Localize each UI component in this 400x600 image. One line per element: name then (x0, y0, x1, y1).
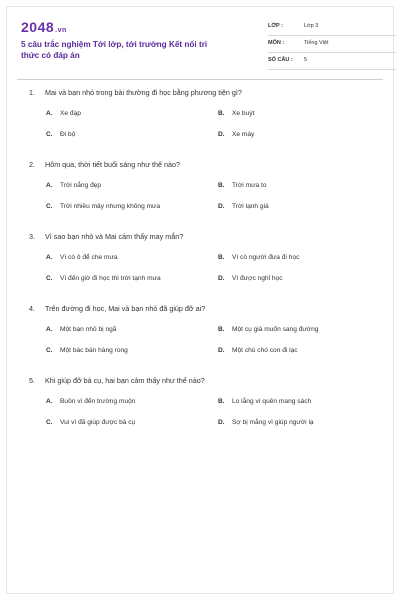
question-5 (21, 376, 383, 448)
option-letter: B. (218, 326, 225, 333)
question-text (29, 232, 183, 241)
option-letter: A. (46, 110, 53, 117)
option-d[interactable] (218, 131, 254, 138)
option-letter: C. (46, 419, 53, 426)
question-prompt: Trên đường đi học, Mai và bạn nhỏ đã giúp đỡ ai? (45, 304, 206, 313)
meta-subject (268, 38, 396, 53)
option-text: Buồn vì đến trường muộn (60, 398, 136, 405)
option-d[interactable] (218, 419, 314, 426)
option-c[interactable] (46, 347, 128, 354)
worksheet-page (6, 6, 394, 594)
option-a[interactable] (46, 254, 118, 261)
option-text: Xe đạp (60, 110, 81, 117)
option-text: Lo lắng vì quên mang sách (232, 398, 312, 405)
question-2 (21, 160, 383, 232)
option-letter: A. (46, 326, 53, 333)
logo-main: 2048 (21, 19, 55, 35)
question-4 (21, 304, 383, 376)
option-text: Vui vì đã giúp được bà cụ (60, 419, 136, 426)
option-text: Vì có người đưa đi học (232, 254, 300, 261)
meta-value: Lớp 3 (304, 23, 319, 29)
header-divider (17, 79, 383, 80)
option-c[interactable] (46, 203, 160, 210)
option-a[interactable] (46, 326, 116, 333)
option-letter: C. (46, 203, 53, 210)
option-letter: D. (218, 347, 225, 354)
option-b[interactable] (218, 398, 311, 405)
option-c[interactable] (46, 275, 161, 282)
meta-value: Tiếng Việt (304, 40, 329, 46)
meta-grade (268, 21, 396, 36)
option-text: Trời nhiều mây nhưng không mưa (60, 203, 161, 210)
question-3 (21, 232, 383, 304)
option-letter: B. (218, 254, 225, 261)
option-letter: C. (46, 131, 53, 138)
option-b[interactable] (218, 326, 318, 333)
option-text: Xe buýt (232, 110, 255, 117)
option-b[interactable] (218, 182, 267, 189)
site-logo[interactable] (21, 19, 67, 35)
question-1 (21, 88, 383, 160)
option-letter: B. (218, 398, 225, 405)
option-text: Một chú chó con đi lạc (232, 347, 298, 354)
option-c[interactable] (46, 131, 75, 138)
option-letter: A. (46, 254, 53, 261)
option-letter: D. (218, 131, 225, 138)
option-b[interactable] (218, 254, 299, 261)
option-text: Trời mưa to (232, 182, 267, 189)
option-text: Một bạn nhỏ bị ngã (60, 326, 117, 333)
question-number: 1. (29, 88, 35, 97)
option-text: Vì đến giờ đi học thì trời tạnh mưa (60, 275, 161, 282)
option-letter: A. (46, 398, 53, 405)
meta-label: SỐ CÂU : (268, 57, 293, 63)
option-text: Sợ bị mắng vì giúp người lạ (232, 419, 314, 426)
option-letter: A. (46, 182, 53, 189)
option-text: Một bác bán hàng rong (60, 347, 128, 354)
question-number: 3. (29, 232, 35, 241)
option-a[interactable] (46, 398, 135, 405)
question-number: 2. (29, 160, 35, 169)
option-letter: C. (46, 347, 53, 354)
question-text (29, 376, 205, 385)
question-number: 5. (29, 376, 35, 385)
option-a[interactable] (46, 110, 81, 117)
meta-question-count (268, 55, 396, 70)
option-letter: B. (218, 182, 225, 189)
option-letter: D. (218, 275, 225, 282)
option-letter: C. (46, 275, 53, 282)
meta-label: MÔN : (268, 40, 285, 46)
option-text: Xe máy (232, 131, 255, 138)
option-text: Trời lạnh giá (232, 203, 269, 210)
question-text (29, 160, 180, 169)
meta-value: 5 (304, 57, 308, 63)
question-prompt: Khi giúp đỡ bà cụ, hai bạn cảm thấy như thế nào? (45, 376, 205, 385)
option-letter: D. (218, 203, 225, 210)
option-d[interactable] (218, 275, 283, 282)
option-letter: B. (218, 110, 225, 117)
question-list (21, 88, 383, 448)
option-a[interactable] (46, 182, 101, 189)
question-prompt: Mai và bạn nhỏ trong bài thường đi học bằng phương tiện gì? (45, 88, 242, 97)
option-b[interactable] (218, 110, 254, 117)
option-text: Trời nắng đẹp (60, 182, 102, 189)
logo-suffix: .vn (55, 27, 67, 34)
option-letter: D. (218, 419, 225, 426)
option-d[interactable] (218, 203, 269, 210)
option-text: Đi bộ (60, 131, 76, 138)
option-text: Vì có ô để che mưa (60, 254, 118, 261)
option-text: Một cụ già muốn sang đường (232, 326, 319, 333)
question-number: 4. (29, 304, 35, 313)
meta-label: LỚP : (268, 23, 283, 29)
option-text: Vì được nghỉ học (232, 275, 283, 282)
worksheet-meta (268, 21, 396, 72)
question-prompt: Hôm qua, thời tiết buổi sáng như thế nào? (45, 160, 180, 169)
option-d[interactable] (218, 347, 298, 354)
question-prompt: Vì sao bạn nhỏ và Mai cảm thấy may mắn? (45, 232, 184, 241)
option-c[interactable] (46, 419, 135, 426)
question-text (29, 88, 242, 97)
worksheet-title: 5 câu trắc nghiệm Tới lớp, tới trường Kết nối tri thức có đáp án (21, 40, 208, 60)
question-text (29, 304, 205, 313)
worksheet-header (21, 17, 383, 77)
